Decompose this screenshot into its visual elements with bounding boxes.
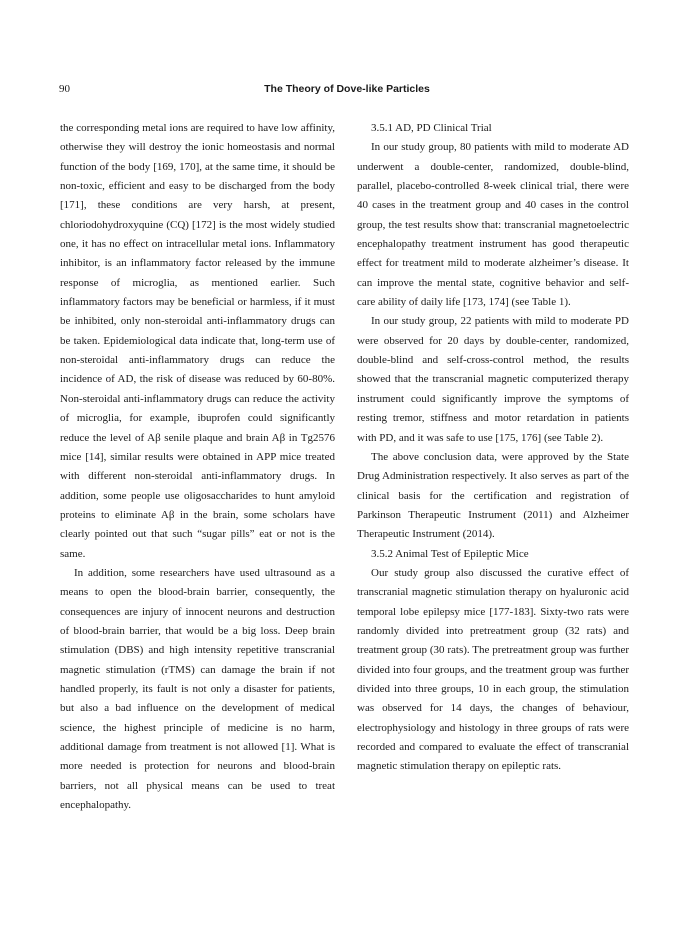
left-paragraph-2: In addition, some researchers have used ultrasound as a means to open the blood-brain barrier, consequently, the consequences are injury of innocent neurons and destruction of blood-brain barrier, that would be a big loss. Deep brain stimulation (DBS) and high intensity repetitive transcranial magnetic stimulation (rTMS) can damage the brain if not handled properly, its fault is not only a disaster for patients, but also a bad influence on the development of medical science, the highest principle of medicine is no harm, additional damage from treatment is not allowed [1]. What is more needed is protection for neurons and blood-brain barriers, not all physical means can be used to treat encephalopathy. bbox=[60, 566, 335, 812]
running-title: The Theory of Dove-like Particles bbox=[264, 83, 430, 95]
right-paragraph-4: Our study group also discussed the curative effect of transcranial magnetic stimulation therapy on hyaluronic acid temporal lobe epilepsy mice [177-183]. Sixty-two rats were randomly divided into pretreatment group (32 rats) and treatment group (30 rats). The pretreatment group was further divided into four groups, and the treatment group was further divided into three groups, 10 in each group, the stimulation was observed for 14 days, the changes of behaviour, electrophysiology and histology in three groups of rats were recorded and compared to evaluate the effect of transcranial magnetic stimulation therapy on epileptic rats. bbox=[357, 566, 629, 773]
right-column bbox=[357, 119, 629, 777]
right-paragraph-1: In our study group, 80 patients with mild to moderate AD underwent a double-center, randomized, double-blind, parallel, placebo-controlled 8-week clinical trial, there were 40 cases in the treatment group and 40 cases in the control group, the test results show that: transcranial magnetoelectric encephalopathy treatment instrument has good therapeutic effect for treatment mild to moderate alzheimer’s disease. It can improve the mental state, cognitive behavior and self-care ability of daily life [173, 174] (see Table 1). bbox=[357, 141, 629, 309]
page-header bbox=[55, 79, 639, 99]
right-paragraph-2: In our study group, 22 patients with mild to moderate PD were observed for 20 days by double-center, randomized, double-blind and self-cross-control method, the results showed that the transcranial magnetic computerized therapy instrument could significantly improve the symptoms of resting tremor, stiffness and motor retardation in patients with PD, and it was safe to use [175, 176] (see Table 2). bbox=[357, 315, 629, 444]
page-number: 90 bbox=[59, 83, 70, 95]
right-paragraph-3: The above conclusion data, were approved by the State Drug Administration respectively. It also serves as part of the clinical basis for the certification and registration of Parkinson Therapeutic Instrument (2011) and Alzheimer Therapeutic Instrument (2014). bbox=[357, 450, 629, 541]
left-paragraph-1: the corresponding metal ions are required to have low affinity, otherwise they will destroy the ionic homeostasis and normal function of the body [169, 170], at the same time, it should be non-toxic, efficient and easy to be discharged from the body [171], these conditions are very harsh, at present, chloriodohydroxyquine (CQ) [172] is the most widely studied one, it has no effect on intracellular metal ions. Inflammatory inhibitor, is an inflammatory factor released by the immune response of microglia, as mentioned earlier. Such inflammatory factors may be beneficial or harmless, if it must be inhibited, only non-steroidal anti-inflammatory drugs can be taken. Epidemiological data indicate that, long-term use of non-steroidal anti-inflammatory drugs can reduce the incidence of AD, the risk of disease was reduced by 60-80%. Non-steroidal anti-inflammatory drugs can reduce the activity of microglia, for example, ibuprofen could significantly reduce the level of Aβ senile plaque and brain Aβ in Tg2576 mice [14], similar results were obtained in APP mice treated with different non-steroidal anti-inflammatory drugs. In addition, some people use oligosaccharides to hunt amyloid proteins to eliminate Aβ in the brain, some scholars have clearly pointed out that such “sugar pills” eat or not is the same. bbox=[60, 122, 335, 560]
section-heading-352: 3.5.2 Animal Test of Epileptic Mice bbox=[371, 547, 529, 560]
left-column bbox=[60, 119, 335, 815]
section-heading-351: 3.5.1 AD, PD Clinical Trial bbox=[371, 122, 492, 134]
